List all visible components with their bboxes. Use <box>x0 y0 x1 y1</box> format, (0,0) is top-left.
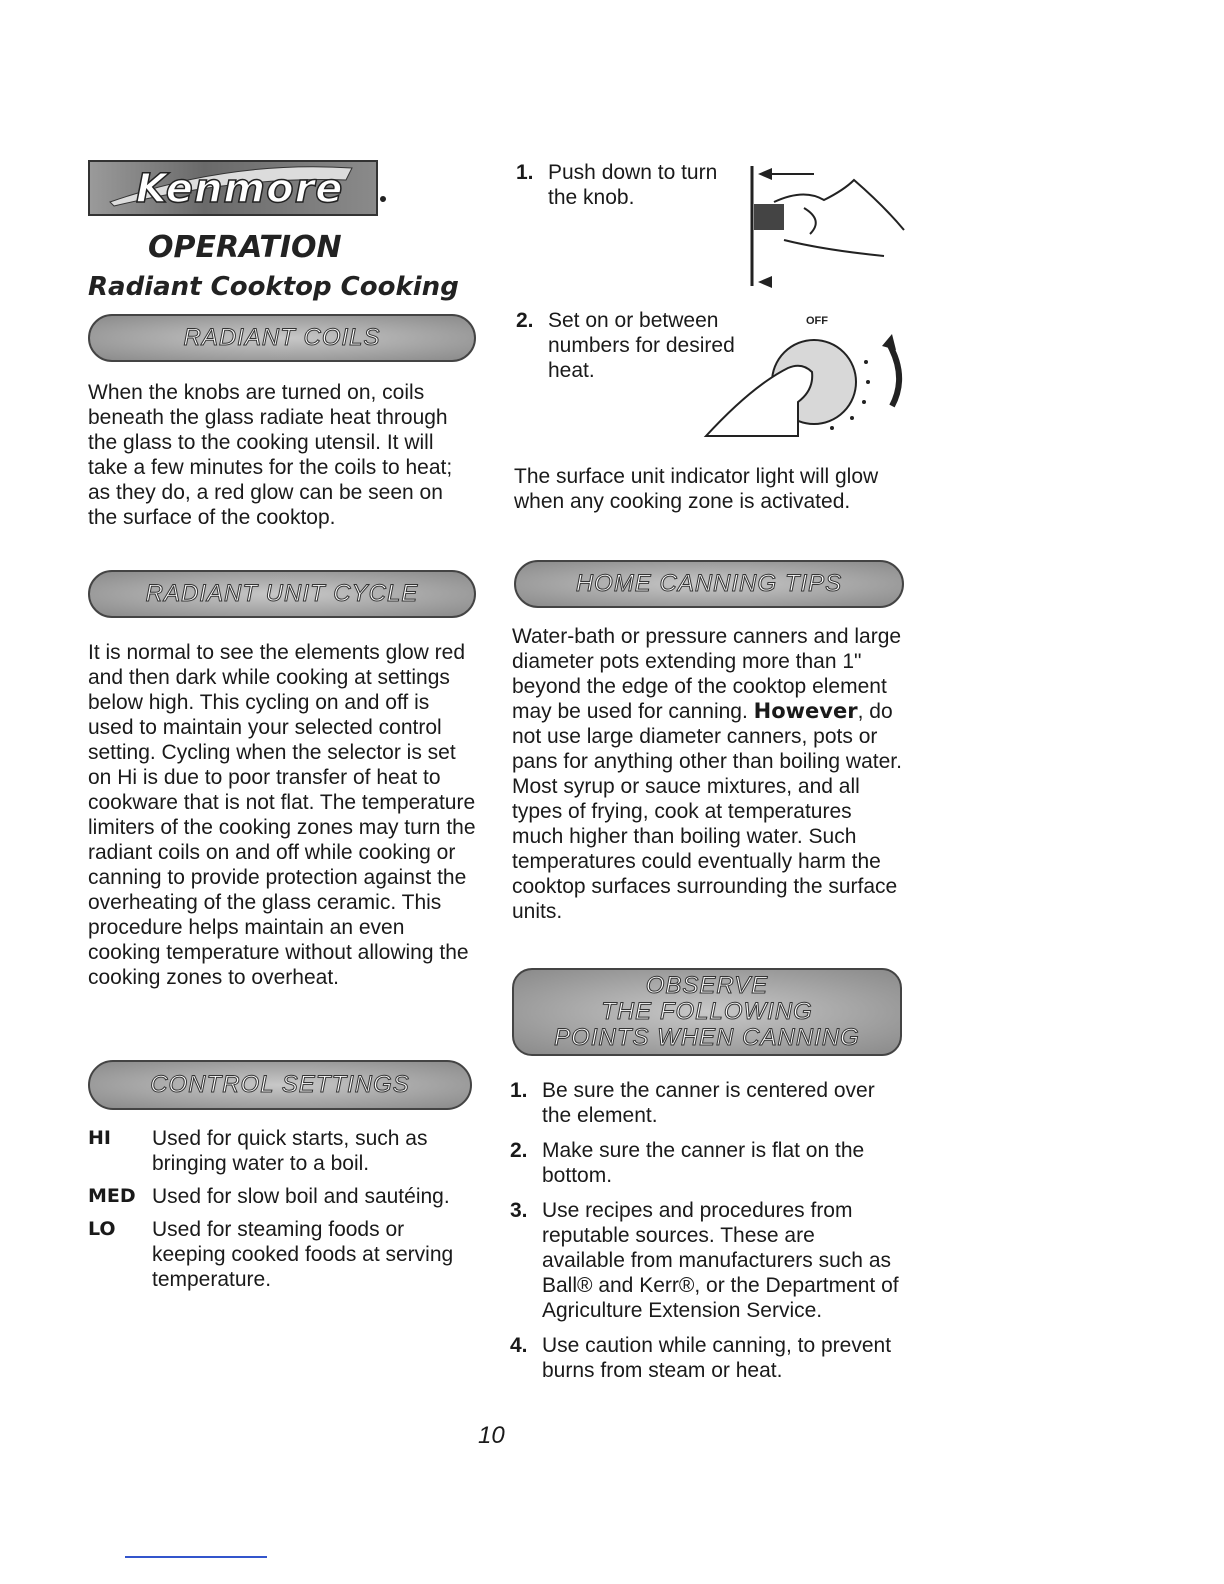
control-setting-hi <box>88 1126 478 1176</box>
canning-point-1-number: 1. <box>510 1079 528 1102</box>
logo-wordmark: Kenmore <box>136 166 344 212</box>
canning-point-2-number: 2. <box>510 1139 528 1162</box>
banner-observe-line-3: POINTS WHEN CANNING <box>554 1024 860 1051</box>
canning-point-3-number: 3. <box>510 1199 528 1222</box>
control-key-lo: LO <box>88 1218 116 1240</box>
page-title: OPERATION <box>148 230 342 265</box>
control-setting-lo <box>88 1217 478 1292</box>
indicator-light-text <box>514 464 884 514</box>
step-2-text: Set on or between numbers for desired heat. <box>548 309 735 382</box>
canning-point-4 <box>510 1333 902 1383</box>
step-1 <box>516 160 738 210</box>
radiant-coils-text <box>88 380 468 530</box>
control-desc-lo: Used for steaming foods or keeping cooked foods at serving temperature. <box>152 1218 454 1291</box>
home-canning-text-before: Water-bath or pressure canners and large diameter pots extending more than 1" beyond the edge of the cooktop element may be used for canning. <box>512 625 902 723</box>
control-key-hi: HI <box>88 1127 111 1149</box>
banner-radiant-unit-cycle <box>88 570 476 618</box>
footer-rule <box>125 1556 267 1558</box>
banner-radiant-unit-cycle-label: RADIANT UNIT CYCLE <box>145 580 419 607</box>
banner-home-canning-tips <box>514 560 904 608</box>
page-subtitle: Radiant Cooktop Cooking <box>88 272 459 302</box>
canning-point-3 <box>510 1198 902 1323</box>
canning-point-4-text: Use caution while canning, to prevent burns from steam or heat. <box>542 1334 892 1382</box>
home-canning-text <box>512 624 904 924</box>
radiant-unit-cycle-text <box>88 640 480 990</box>
control-setting-med <box>88 1184 478 1209</box>
banner-observe-points <box>512 968 902 1056</box>
banner-radiant-coils <box>88 314 476 362</box>
canning-points-list <box>510 1078 902 1383</box>
step-1-number: 1. <box>516 161 534 184</box>
indicator-light-paragraph: The surface unit indicator light will glow when any cooking zone is activated. <box>514 465 879 513</box>
control-settings-list <box>88 1126 478 1292</box>
page-number: 10 <box>478 1422 505 1449</box>
canning-point-1 <box>510 1078 902 1128</box>
step-1-text: Push down to turn the knob. <box>548 161 718 209</box>
canning-point-3-text: Use recipes and procedures from reputable sources. These are available from manufacturers such as Ball® and Kerr®, or the Department of Agriculture Extension Service. <box>542 1199 899 1322</box>
control-key-med: MED <box>88 1185 136 1207</box>
canning-point-2 <box>510 1138 902 1188</box>
home-canning-emphasis: However <box>753 699 858 723</box>
knob-off-label: OFF <box>806 315 828 327</box>
radiant-unit-cycle-paragraph: It is normal to see the elements glow red and then dark while cooking at settings below high. This cycling on and off is used to maintain your selected control setting. Cycling when the selector is set on Hi is due to poor transfer of heat to cookware that is not flat. The temperature limiters of the cooking zones may turn the radiant coils on and off while cooking or canning to provide protection against the overheating of the glass ceramic. This procedure helps maintain an even cooking temperature without allowing the cooking zones to overheat. <box>88 641 476 989</box>
banner-home-canning-tips-label: HOME CANNING TIPS <box>575 570 843 597</box>
banner-control-settings <box>88 1060 472 1110</box>
canning-point-2-text: Make sure the canner is flat on the bottom. <box>542 1139 865 1187</box>
set-knob-illustration-icon <box>702 306 912 444</box>
home-canning-paragraph <box>512 624 904 924</box>
canning-point-4-number: 4. <box>510 1334 528 1357</box>
step-2-number: 2. <box>516 309 534 332</box>
kenmore-logo <box>88 160 378 216</box>
banner-control-settings-label: CONTROL SETTINGS <box>150 1071 410 1098</box>
canning-point-1-text: Be sure the canner is centered over the element. <box>542 1079 875 1127</box>
push-knob-illustration-icon <box>744 160 914 290</box>
control-desc-hi: Used for quick starts, such as bringing water to a boil. <box>152 1127 428 1175</box>
control-desc-med: Used for slow boil and sautéing. <box>152 1185 450 1208</box>
radiant-coils-paragraph: When the knobs are turned on, coils beneath the glass radiate heat through the glass to the cooking utensil. It will take a few minutes for the coils to heat; as they do, a red glow can be seen on the surface of the cooktop. <box>88 381 453 529</box>
banner-observe-line-1: OBSERVE <box>645 972 769 999</box>
home-canning-text-after: , do not use large diameter canners, pots or pans for anything other than boiling water. Most syrup or sauce mixtures, and all types of frying, cook at temperatures much higher than boiling water. Such temperatures could eventually harm the cooktop surfaces surrounding the surface units. <box>512 700 902 923</box>
banner-observe-line-2: THE FOLLOWING <box>601 998 813 1025</box>
banner-radiant-coils-label: RADIANT COILS <box>183 324 381 351</box>
logo-registered-dot <box>380 196 386 202</box>
